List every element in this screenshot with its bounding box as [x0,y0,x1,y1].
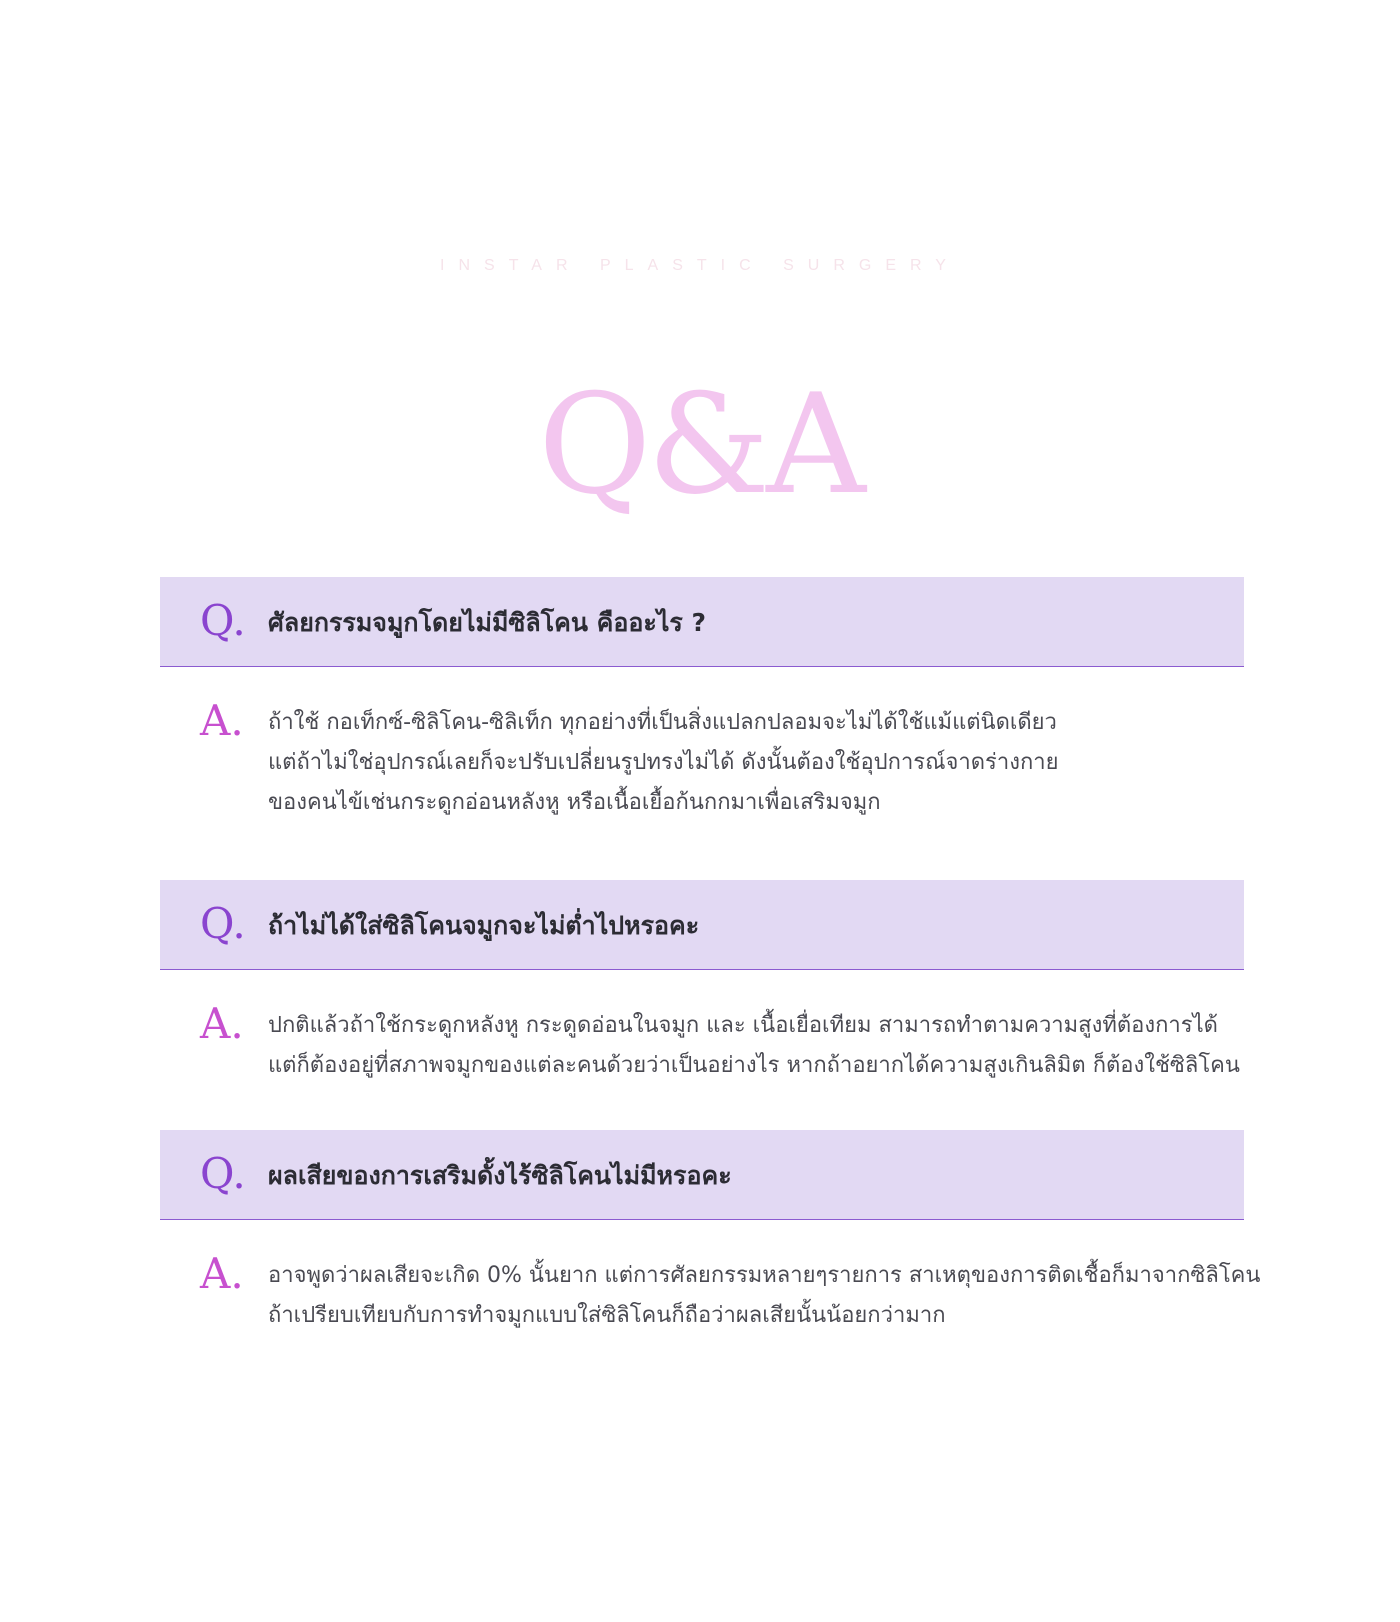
question-marker: Q. [200,1149,246,1198]
answer-line: อาจพูดว่าผลเสียจะเกิด 0% นั้นยาก แต่การศัลยกรรมหลายๆรายการ สาเหตุของการติดเชื้อก็มาจากซิลิโคน [268,1263,1261,1288]
qa-item [160,577,1244,815]
answer-line: แต่ก็ต้องอยู่ที่สภาพจมูกของแต่ละคนด้วยว่าเป็นอย่างไร หากถ้าอยากได้ความสูงเกินลิมิต ก็ต้องใช้ซิลิโคน [268,1053,1240,1078]
brand-name: INSTAR PLASTIC SURGERY [440,257,960,274]
answer-marker: A. [200,999,244,1048]
qa-item [160,880,1244,1078]
page-title: Q&A [538,364,862,525]
answer-marker: A. [200,1249,244,1298]
question-bar[interactable] [160,1130,1244,1220]
answer-marker: A. [200,696,244,745]
question-text: ผลเสียของการเสริมดั้งไร้ซิลิโคนไม่มีหรอคะ [268,1161,732,1190]
answer-line: ของคนไข้เช่นกระดูกอ่อนหลังหู หรือเนื้อเยื้อก้นกกมาเพื่อเสริมจมูก [268,790,881,815]
answer-text [268,703,1228,823]
question-bar[interactable] [160,577,1244,667]
answer-text [268,1006,1240,1086]
question-marker: Q. [200,899,246,948]
answer-line: ปกติแล้วถ้าใช้กระดูกหลังหู กระดูดอ่อนในจมูก และ เนื้อเยื่อเทียม สามารถทำตามความสูงที่ต้องการได้ [268,1013,1218,1038]
question-text: ศัลยกรรมจมูกโดยไม่มีซิลิโคน คืออะไร ? [268,608,707,637]
answer-line: แต่ถ้าไม่ใช่อุปกรณ์เลยก็จะปรับเปลี่ยนรูปทรงไม่ได้ ดังนั้นต้องใช้อุปการณ์จาดร่างกาย [268,750,1059,775]
answer-line: ถ้าใช้ กอเท็กซ์-ซิลิโคน-ซิลิเท็ก ทุกอย่างที่เป็นสิ่งแปลกปลอมจะไม่ได้ใช้แม้แต่นิดเดียว [268,710,1057,735]
question-text: ถ้าไม่ได้ใส่ซิลิโคนจมูกจะไม่ต่ำไปหรอคะ [268,911,700,940]
answer-line: ถ้าเปรียบเทียบกับการทำจมูกแบบใส่ซิลิโคนก็ถือว่าผลเสียนั้นน้อยกว่ามาก [268,1303,946,1328]
answer-text [268,1256,1261,1336]
qa-item [160,1130,1261,1328]
question-marker: Q. [200,596,246,645]
question-bar[interactable] [160,880,1244,970]
